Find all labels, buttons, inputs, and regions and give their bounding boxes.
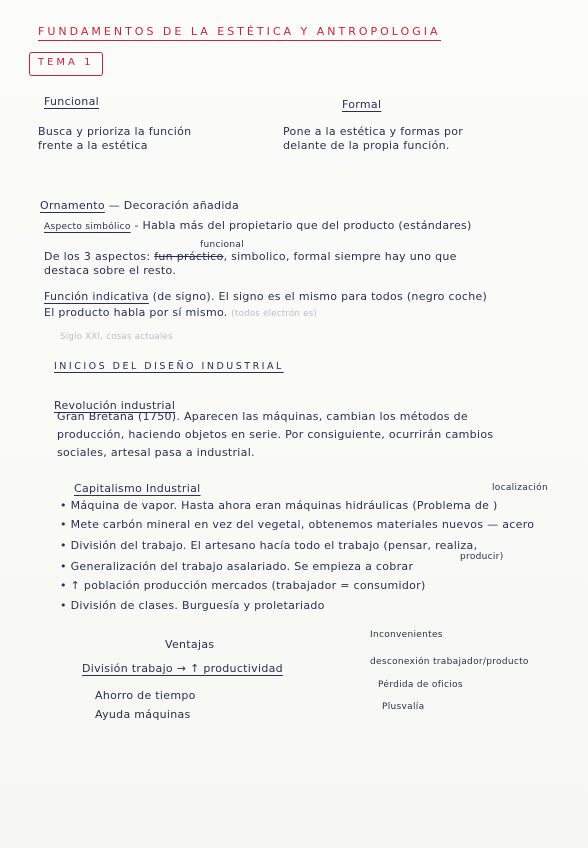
aspectos-line-1 xyxy=(44,250,457,264)
revolucion-text-1: Gran Bretaña (1750). Aparecen las máquinas, cambian los métodos de xyxy=(57,410,468,423)
aspectos-text-1: De los 3 aspectos: xyxy=(44,250,151,263)
inconveniente-item: Pérdida de oficios xyxy=(378,680,463,690)
revolucion-text-3: sociales, artesal pasa a industrial. xyxy=(57,446,255,459)
funcional-heading: Funcional xyxy=(44,95,99,108)
indicativa-line-1 xyxy=(44,290,487,304)
bullet-item: • División del trabajo. El artesano hacía todo el trabajo (pensar, realiza, xyxy=(60,539,478,552)
aspectos-text-2: , simbolico, formal siempre hay uno que xyxy=(223,250,457,263)
capitalismo-heading: Capitalismo Industrial xyxy=(74,482,201,495)
formal-text-2: delante de la propia función. xyxy=(283,139,450,152)
revolucion-text-2: producción, haciendo objetos en serie. Por consiguiente, ocurrirán cambios xyxy=(57,428,494,441)
bullet-item: • División de clases. Burguesía y proletariado xyxy=(60,599,325,612)
tema-box xyxy=(29,52,103,76)
page-title: FUNDAMENTOS DE LA ESTÉTICA Y ANTROPOLOGIA xyxy=(38,25,441,41)
inconvenientes-heading: Inconvenientes xyxy=(370,630,443,640)
up-arrow-icon: ↑ xyxy=(70,579,81,592)
bullet-item: • Mete carbón mineral en vez del vegetal, obtenemos materiales nuevos — acero xyxy=(60,518,535,531)
localizacion-note: localización xyxy=(492,483,548,493)
formal-heading: Formal xyxy=(342,98,382,111)
indicativa-text-2: El producto habla por sí mismo. xyxy=(44,306,228,319)
ornamento-term: Ornamento xyxy=(40,199,105,212)
producir-note: producir) xyxy=(460,552,504,562)
aspectos-struck: fun práctico xyxy=(154,250,224,263)
simbolico-def: - Habla más del propietario que del producto (estándares) xyxy=(134,219,472,232)
indicativa-text-1: (de signo). El signo es el mismo para todos (negro coche) xyxy=(152,290,488,303)
ventajas-heading: Ventajas xyxy=(165,638,215,651)
tema-label: TEMA 1 xyxy=(38,57,94,68)
bullet-item: • ↑ población producción mercados (trabajador = consumidor) xyxy=(60,579,426,592)
ornamento-def: — Decoración añadida xyxy=(108,199,239,212)
simbolico-term: Aspecto simbólico xyxy=(44,222,131,232)
indicativa-line-2 xyxy=(44,306,317,321)
simbolico-line xyxy=(44,219,472,234)
aspectos-line-2: destaca sobre el resto. xyxy=(44,264,177,277)
formal-text-1: Pone a la estética y formas por xyxy=(283,125,464,138)
inconveniente-item: Plusvalía xyxy=(382,702,425,712)
ventaja-item: División trabajo → ↑ productividad xyxy=(82,662,283,675)
ventaja-item: Ayuda máquinas xyxy=(95,708,191,721)
inconveniente-item: desconexión trabajador/producto xyxy=(370,657,529,667)
indicativa-term: Función indicativa xyxy=(44,290,149,303)
revolucion-heading: Revolución industrial xyxy=(54,399,176,412)
bullet-item: • Generalización del trabajo asalariado. Se empieza a cobrar xyxy=(60,560,414,573)
funcional-text-2: frente a la estética xyxy=(38,139,148,152)
funcional-text-1: Busca y prioriza la función xyxy=(38,125,192,138)
indicativa-faint: (todos electrón es) xyxy=(231,309,318,319)
ornamento-line xyxy=(40,199,239,213)
ventaja-item: Ahorro de tiempo xyxy=(95,689,196,702)
faint-line: Siglo XXI, cosas actuales xyxy=(60,332,173,342)
bullet-item: • Máquina de vapor. Hasta ahora eran máquinas hidráulicas (Problema de ) xyxy=(60,499,498,512)
aspectos-insert: funcional xyxy=(200,240,244,250)
section-heading-inicios: INICIOS DEL DISEÑO INDUSTRIAL xyxy=(54,361,284,372)
